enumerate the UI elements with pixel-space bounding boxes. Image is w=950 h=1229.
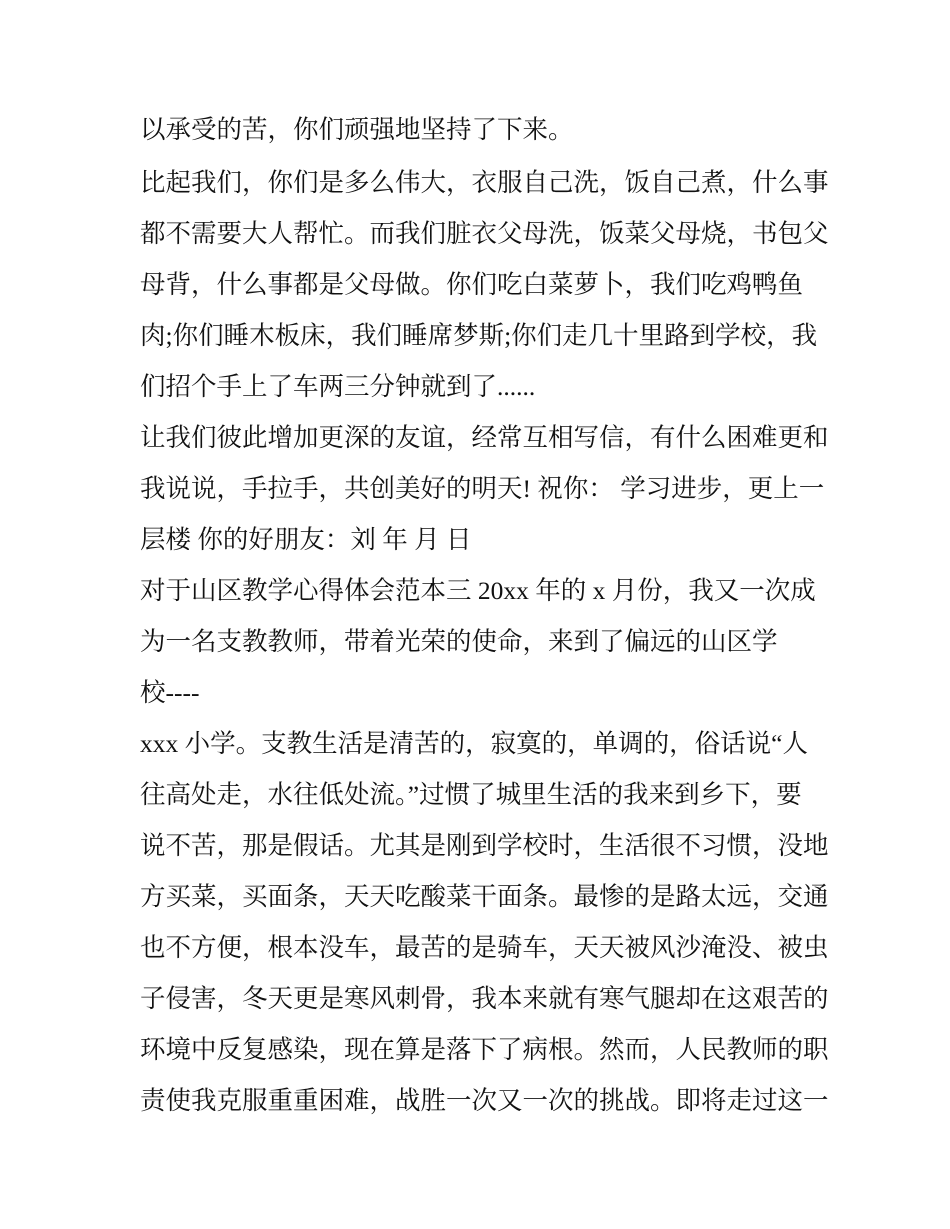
- text-line: 对于山区教学心得体会范本三 20xx 年的 x 月份，我又一次成: [140, 576, 816, 605]
- text-line: 校----: [140, 678, 200, 707]
- text-line: 母背，什么事都是父母做。你们吃白菜萝卜，我们吃鸡鸭鱼: [140, 270, 804, 299]
- text-line: 方买菜，买面条，天天吃酸菜干面条。最惨的是路太远，交通: [140, 882, 829, 911]
- text-line: 也不方便，根本没车，最苦的是骑车，天天被风沙淹没、被虫: [140, 933, 829, 962]
- text-line: xxx 小学。支教生活是清苦的，寂寞的，单调的，俗话说“人: [140, 729, 808, 758]
- document-body: [140, 104, 840, 1126]
- text-line: 以承受的苦，你们顽强地坚持了下来。: [140, 115, 574, 144]
- text-line: 说不苦，那是假话。尤其是刚到学校时，生活很不习惯，没地: [140, 831, 829, 860]
- text-line: 都不需要大人帮忙。而我们脏衣父母洗，饭菜父母烧，书包父: [140, 219, 829, 248]
- text-line: 往高处走，水往低处流。”过惯了城里生活的我来到乡下，要: [140, 780, 802, 809]
- text-line: 为一名支教教师，带着光荣的使命，来到了偏远的山区学: [140, 627, 778, 656]
- text-line: 子侵害，冬天更是寒风刺骨，我本来就有寒气腿却在这艰苦的: [140, 984, 829, 1013]
- text-line: 让我们彼此增加更深的友谊，经常互相写信，有什么困难更和: [140, 423, 829, 452]
- text-line: 们招个手上了车两三分钟就到了......: [140, 372, 536, 401]
- text-line: 责使我克服重重困难，战胜一次又一次的挑战。即将走过这一: [140, 1086, 829, 1115]
- text-line: 层楼 你的好朋友：刘 年 月 日: [140, 525, 472, 554]
- text-line: 比起我们，你们是多么伟大，衣服自己洗，饭自己煮，什么事: [140, 168, 829, 197]
- text-line: 环境中反复感染，现在算是落下了病根。然而，人民教师的职: [140, 1035, 829, 1064]
- text-line: 肉;你们睡木板床，我们睡席梦斯;你们走几十里路到学校，我: [140, 321, 818, 350]
- text-line: 我说说，手拉手，共创美好的明天! 祝你： 学习进步，更上一: [140, 474, 825, 503]
